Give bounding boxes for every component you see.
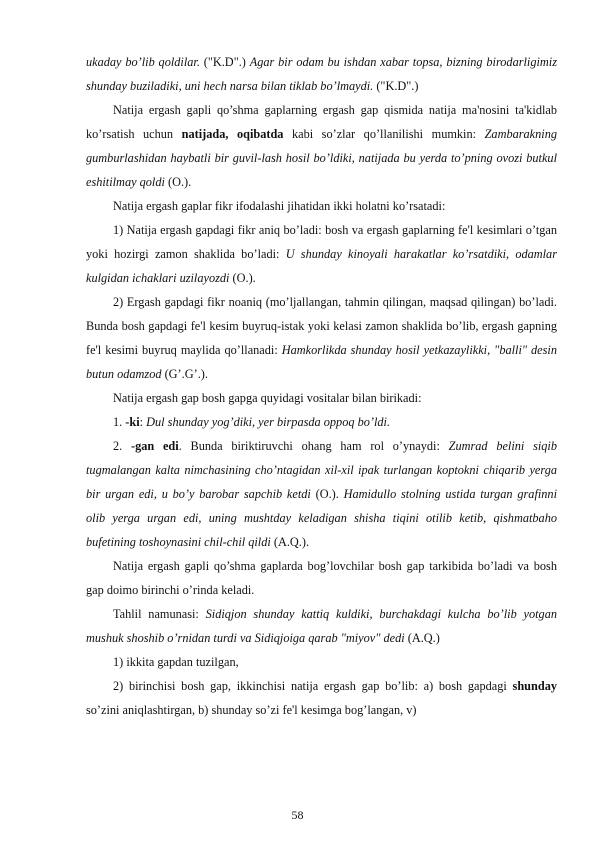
text-run: shunday (512, 679, 557, 693)
text-run: so’zini aniqlashtirgan, b) shunday so’zi fe'l kesimga bog’langan, v) (86, 703, 417, 717)
text-run: 1. (113, 415, 126, 429)
text-run: natijada, oqibatda (181, 127, 284, 141)
paragraph-8 (86, 434, 557, 554)
text-run: (O.). (164, 175, 192, 189)
paragraph-4 (86, 218, 557, 290)
text-run: 1) ikkita gapdan tuzilgan, (113, 655, 239, 669)
text-run: Dul shunday yog’diki, yer birpasda oppoq bo’ldi. (146, 415, 391, 429)
text-run: (G’.G’.). (161, 367, 208, 381)
text-run: kabi so’zlar qo’llanilishi mumkin: (283, 127, 485, 141)
paragraph-7 (86, 410, 557, 434)
text-run: Natija ergash gapli qo’shma gaplarning ergash gap qismida natija ma'nosini ta'kidlab ko’rsatish uchun (86, 103, 557, 141)
text-run: (O.). (229, 271, 256, 285)
text-run: ("K.D".) (199, 55, 250, 69)
text-run: Sidiqjon shunday kattiq kuldiki, burchakdagi kulcha bo’lib yotgan mushuk shoshib o’rnidan turdi va Sidiqjoiga qarab "miyov" dedi (86, 607, 558, 645)
text-run: Tahlil namunasi: (113, 607, 206, 621)
text-run: 1) Natija ergash gapdagi fikr aniq bo’ladi: bosh va ergash gaplarning fe'l kesimlari o’tgan yoki hozirgi zamon shaklida bo’ladi: (86, 223, 557, 261)
paragraph-9 (86, 554, 557, 602)
text-run: : (139, 415, 147, 429)
text-run: 2. (113, 439, 131, 453)
text-run: . Bunda biriktiruvchi ohang ham rol o’ynaydi: (178, 439, 449, 453)
paragraph-10 (86, 602, 557, 650)
text-run: Natija ergash gapli qo’shma gaplarda bog’lovchilar bosh gap tarkibida bo’ladi va bosh gap doimo birinchi o’rinda keladi. (86, 559, 557, 597)
text-run: (A.Q.) (404, 631, 440, 645)
text-run: (O.). (310, 487, 344, 501)
paragraph-2 (86, 98, 557, 194)
text-run: 2) birinchisi bosh gap, ikkinchisi natija ergash gap bo’lib: a) bosh gapdagi (113, 679, 513, 693)
paragraph-3 (86, 194, 557, 218)
text-run: Agar bir odam bu ishdan xabar topsa, bizning birodarligimiz shunday buziladiki, uni hech narsa bilan tiklab bo’lmaydi. (86, 55, 557, 93)
text-run: 2) Ergash gapdagi fikr noaniq (mo’ljallangan, tahmin qilingan, maqsad qilingan) bo’ladi. Bunda bosh gapdagi fe'l kesim buyruq-istak yoki kelasi zamon shaklida bo’lib, ergash gapning fe'l kesimi buyruq maylida qo’llanadi: (86, 295, 557, 357)
text-run: ("K.D".) (373, 79, 419, 93)
paragraph-6 (86, 386, 557, 410)
text-run: Natija ergash gap bosh gapga quyidagi vositalar bilan birikadi: (113, 391, 422, 405)
text-run: Zambarakning gumburlashidan haybatli bir guvil-lash hosil bo’ldiki, natijada bu yerda to’pning ovozi butkul eshitilmay qoldi (86, 127, 557, 189)
text-run: -gan edi (130, 439, 179, 453)
text-run: U shunday kinoyali harakatlar ko’rsatdiki, odamlar kulgidan ichaklari uzilayozdi (86, 247, 557, 285)
text-run: (A.Q.). (270, 535, 310, 549)
paragraph-5 (86, 290, 557, 386)
page-body (86, 50, 557, 722)
text-run: ukaday bo’lib qoldilar. (86, 55, 200, 69)
text-run: Hamkorlikda shunday hosil yetkazaylikki, "balli" desin butun odamzod (86, 343, 557, 381)
text-run: Zumrad belini siqib tugmalangan kalta nimchasining cho’ntagidan xil-xil ipak turlangan koptokni chiqarib yerga bir urgan edi, u bo’y barobar sapchib ketdi (86, 439, 557, 501)
paragraph-1 (86, 50, 557, 98)
text-run: Hamidullo stolning ustida turgan grafinni olib yerga urgan edi, uning mushtday keladigan shisha tiqini otilib ketib, qishmatbaho bufetining toshoynasini chil-chil qildi (86, 487, 557, 549)
text-run: Natija ergash gaplar fikr ifodalashi jihatidan ikki holatni ko’rsatadi: (113, 199, 446, 213)
text-run: -ki (125, 415, 140, 429)
page-number: 58 (291, 808, 304, 822)
paragraph-12 (86, 674, 557, 722)
paragraph-11 (86, 650, 557, 674)
